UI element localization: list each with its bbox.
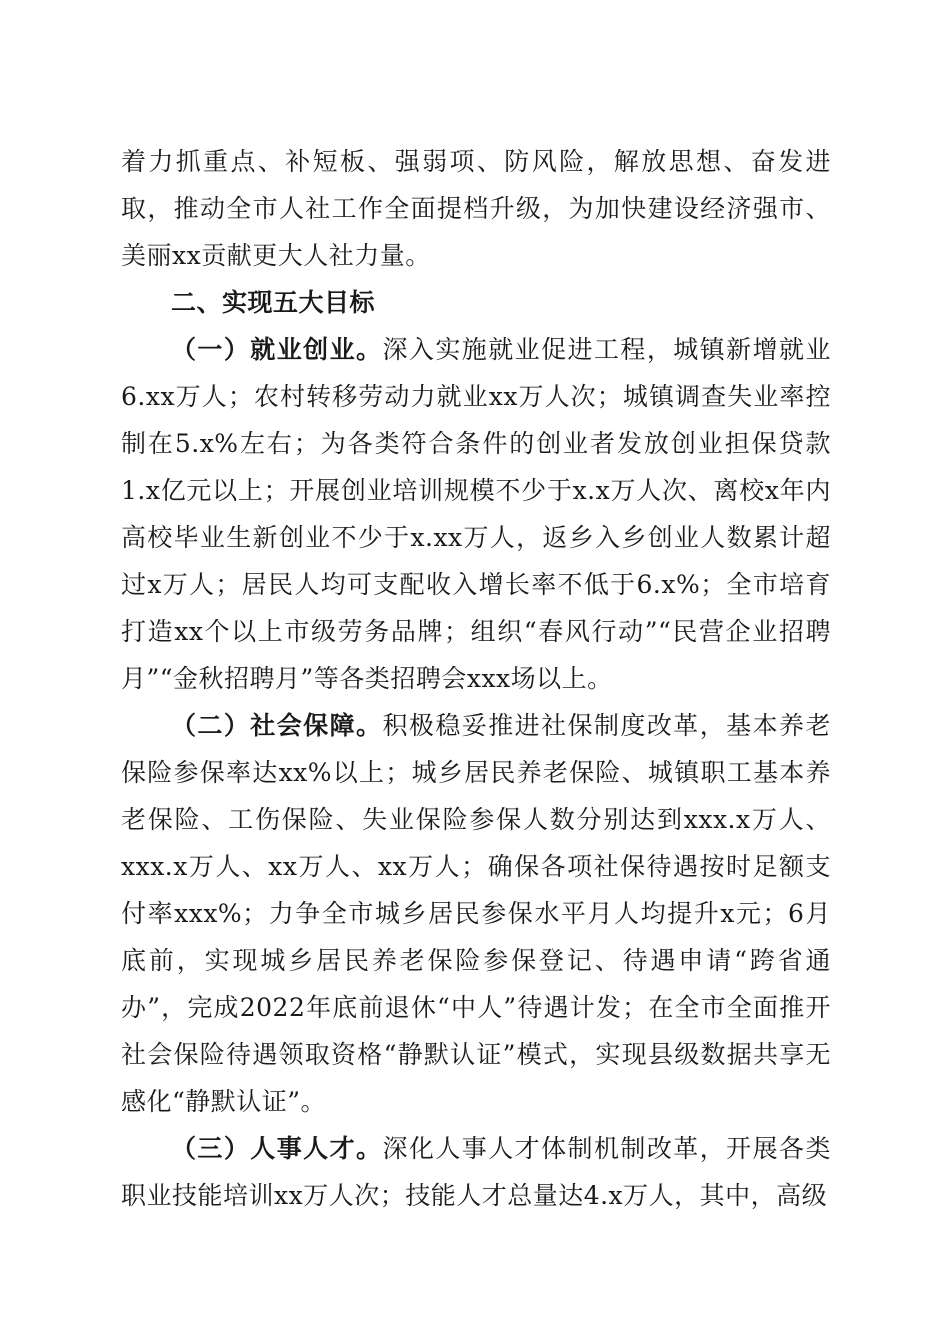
intro-text: 着力抓重点、补短板、强弱项、防风险，解放思想、奋发进取，推动全市人社工作全面提档升级，为加快建设经济强市、美丽xx贡献更大人社力量。 bbox=[121, 147, 831, 270]
paragraph-lead: （三）人事人才。 bbox=[171, 1134, 383, 1163]
paragraph-employment bbox=[121, 326, 831, 702]
paragraph-personnel bbox=[121, 1125, 831, 1219]
intro-paragraph bbox=[121, 138, 831, 279]
paragraph-lead: （一）就业创业。 bbox=[171, 335, 383, 364]
paragraph-text: 积极稳妥推进社保制度改革，基本养老保险参保率达xx%以上；城乡居民养老保险、城镇职工基本养老保险、工伤保险、失业保险参保人数分别达到xxx.x万人、xxx.x万人、xx万人、xx万人；确保各项社保待遇按时足额支付率xxx%；力争全市城乡居民参保水平月人均提升x元；6月底前，实现城乡居民养老保险参保登记、待遇申请“跨省通办”，完成2022年底前退休“中人”待遇计发；在全市全面推开社会保险待遇领取资格“静默认证”模式，实现县级数据共享无感化“静默认证”。 bbox=[121, 711, 831, 1116]
paragraph-text: 深化人事人才体制机制改革，开展各类职业技能培训xx万人次；技能人才总量达4.x万人，其中，高级 bbox=[121, 1134, 831, 1210]
paragraph-social-security bbox=[121, 702, 831, 1125]
section-heading: 二、实现五大目标 bbox=[171, 288, 376, 317]
paragraph-lead: （二）社会保障。 bbox=[171, 711, 383, 740]
paragraph-text: 深入实施就业促进工程，城镇新增就业6.xx万人；农村转移劳动力就业xx万人次；城镇调查失业率控制在5.x%左右；为各类符合条件的创业者发放创业担保贷款1.x亿元以上；开展创业培训规模不少于x.x万人次、离校x年内高校毕业生新创业不少于x.xx万人，返乡入乡创业人数累计超过x万人；居民人均可支配收入增长率不低于6.x%；全市培育打造xx个以上市级劳务品牌；组织“春风行动”“民营企业招聘月”“金秋招聘月”等各类招聘会xxx场以上。 bbox=[121, 335, 831, 693]
document-body bbox=[121, 138, 831, 1219]
